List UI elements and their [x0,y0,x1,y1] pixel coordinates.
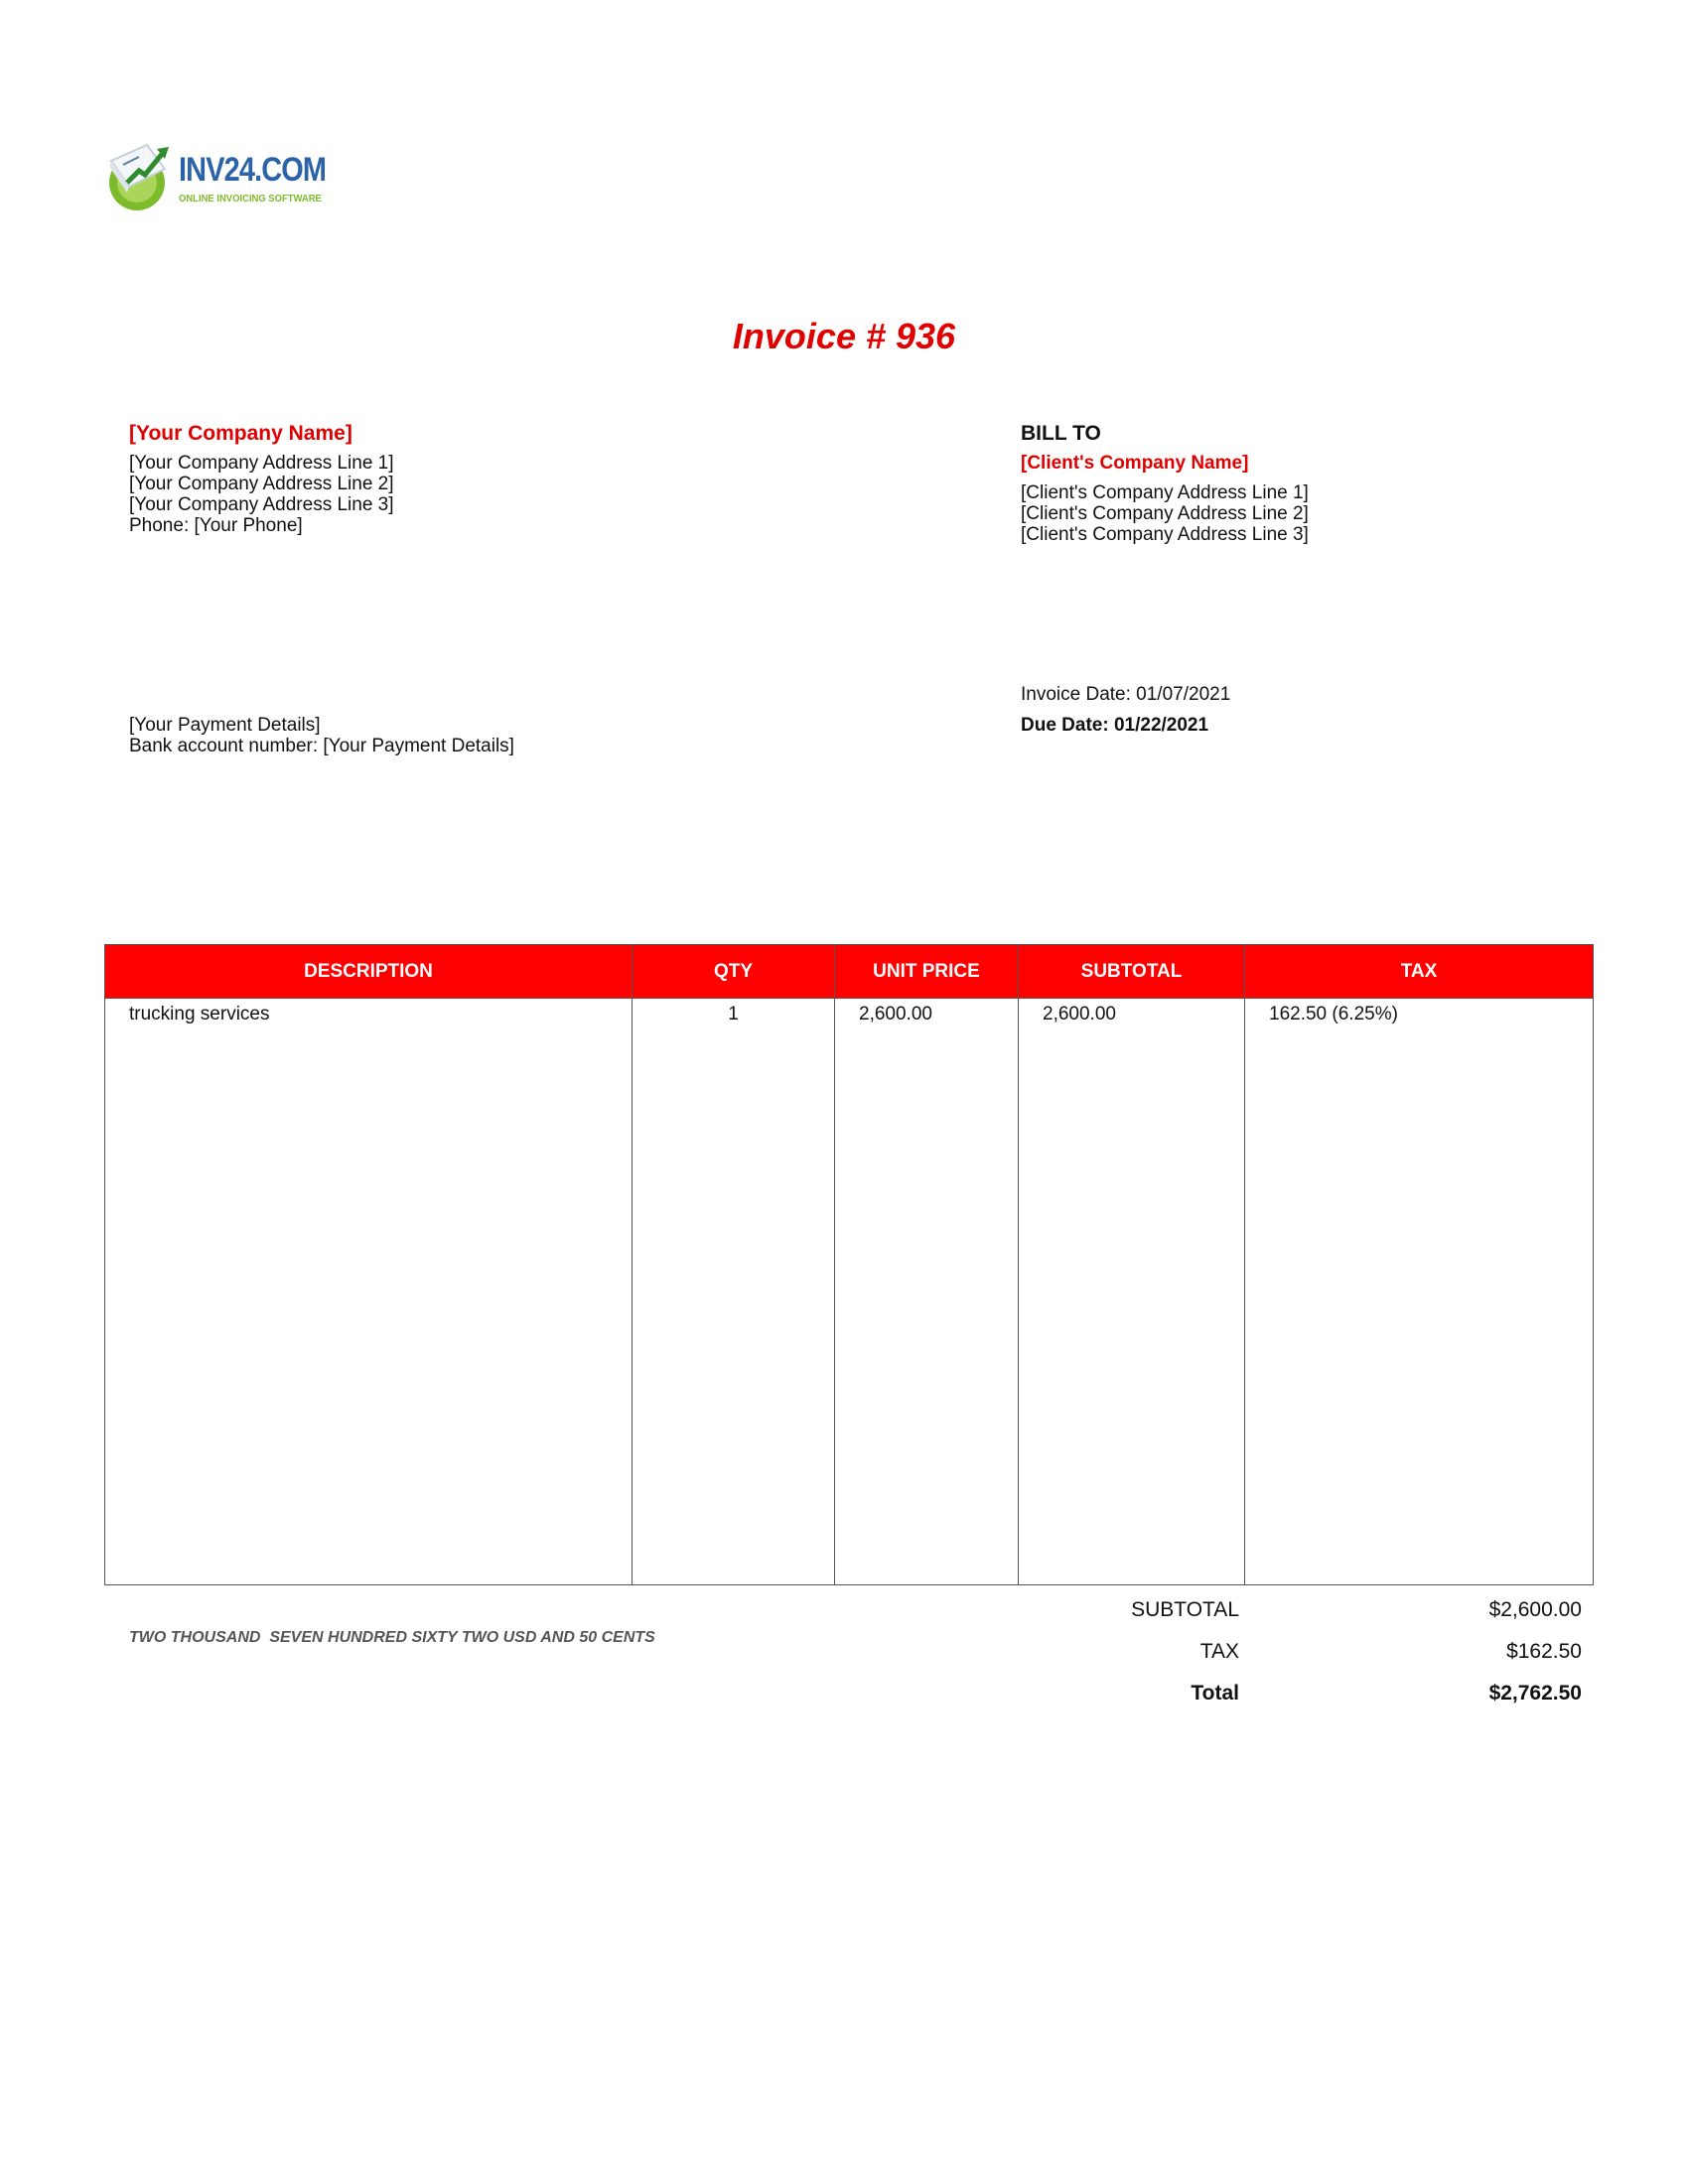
table-header-row [105,945,1594,999]
table-empty-space [105,1033,1594,1585]
cell-unit-price: 2,600.00 [835,999,1019,1034]
line-items-table [104,944,1593,1585]
client-address-line-3: [Client's Company Address Line 3] [1021,524,1309,545]
subtotal-label: SUBTOTAL [1131,1598,1239,1621]
logo-brand: INV24.COM [179,151,327,189]
sender-company-name: [Your Company Name] [129,422,352,445]
sender-block [129,421,923,536]
sender-phone: Phone: [Your Phone] [129,515,303,536]
cell-description: trucking services [105,999,633,1034]
dates-block [1021,684,1230,736]
invoice-title: Invoice # 936 [732,316,956,356]
amount-in-words: TWO THOUSAND SEVEN HUNDRED SIXTY TWO USD AND 50 CENTS [129,1629,655,1646]
payment-block [129,715,514,756]
bill-to-block [1021,421,1636,545]
bank-account-number: Bank account number: [Your Payment Details] [129,736,514,756]
sender-address-line-3: [Your Company Address Line 3] [129,494,394,515]
client-address-line-2: [Client's Company Address Line 2] [1021,503,1309,524]
invoice-date: Invoice Date: 01/07/2021 [1021,684,1231,705]
tax-label: TAX [1199,1640,1239,1663]
tax-value: $162.50 [1506,1640,1582,1663]
logo-tagline: ONLINE INVOICING SOFTWARE [179,193,322,205]
client-address-line-1: [Client's Company Address Line 1] [1021,482,1309,503]
total-label: Total [1191,1682,1239,1705]
due-date: Due Date: 01/22/2021 [1021,715,1209,736]
table-row [105,999,1594,1034]
column-header-description: DESCRIPTION [105,945,633,999]
company-logo [103,139,332,218]
payment-details: [Your Payment Details] [129,715,321,736]
subtotal-value: $2,600.00 [1488,1598,1582,1621]
cell-tax: 162.50 (6.25%) [1245,999,1594,1034]
sender-address-line-1: [Your Company Address Line 1] [129,453,394,474]
column-header-qty: QTY [633,945,835,999]
cell-qty: 1 [633,999,835,1034]
column-header-tax: TAX [1245,945,1594,999]
logo-mark-icon [103,139,177,212]
sender-address-line-2: [Your Company Address Line 2] [129,474,394,494]
client-company-name: [Client's Company Name] [1021,453,1249,474]
bill-to-heading: BILL TO [1021,422,1101,445]
column-header-unit-price: UNIT PRICE [835,945,1019,999]
total-value: $2,762.50 [1488,1682,1582,1705]
cell-subtotal: 2,600.00 [1019,999,1245,1034]
column-header-subtotal: SUBTOTAL [1019,945,1245,999]
